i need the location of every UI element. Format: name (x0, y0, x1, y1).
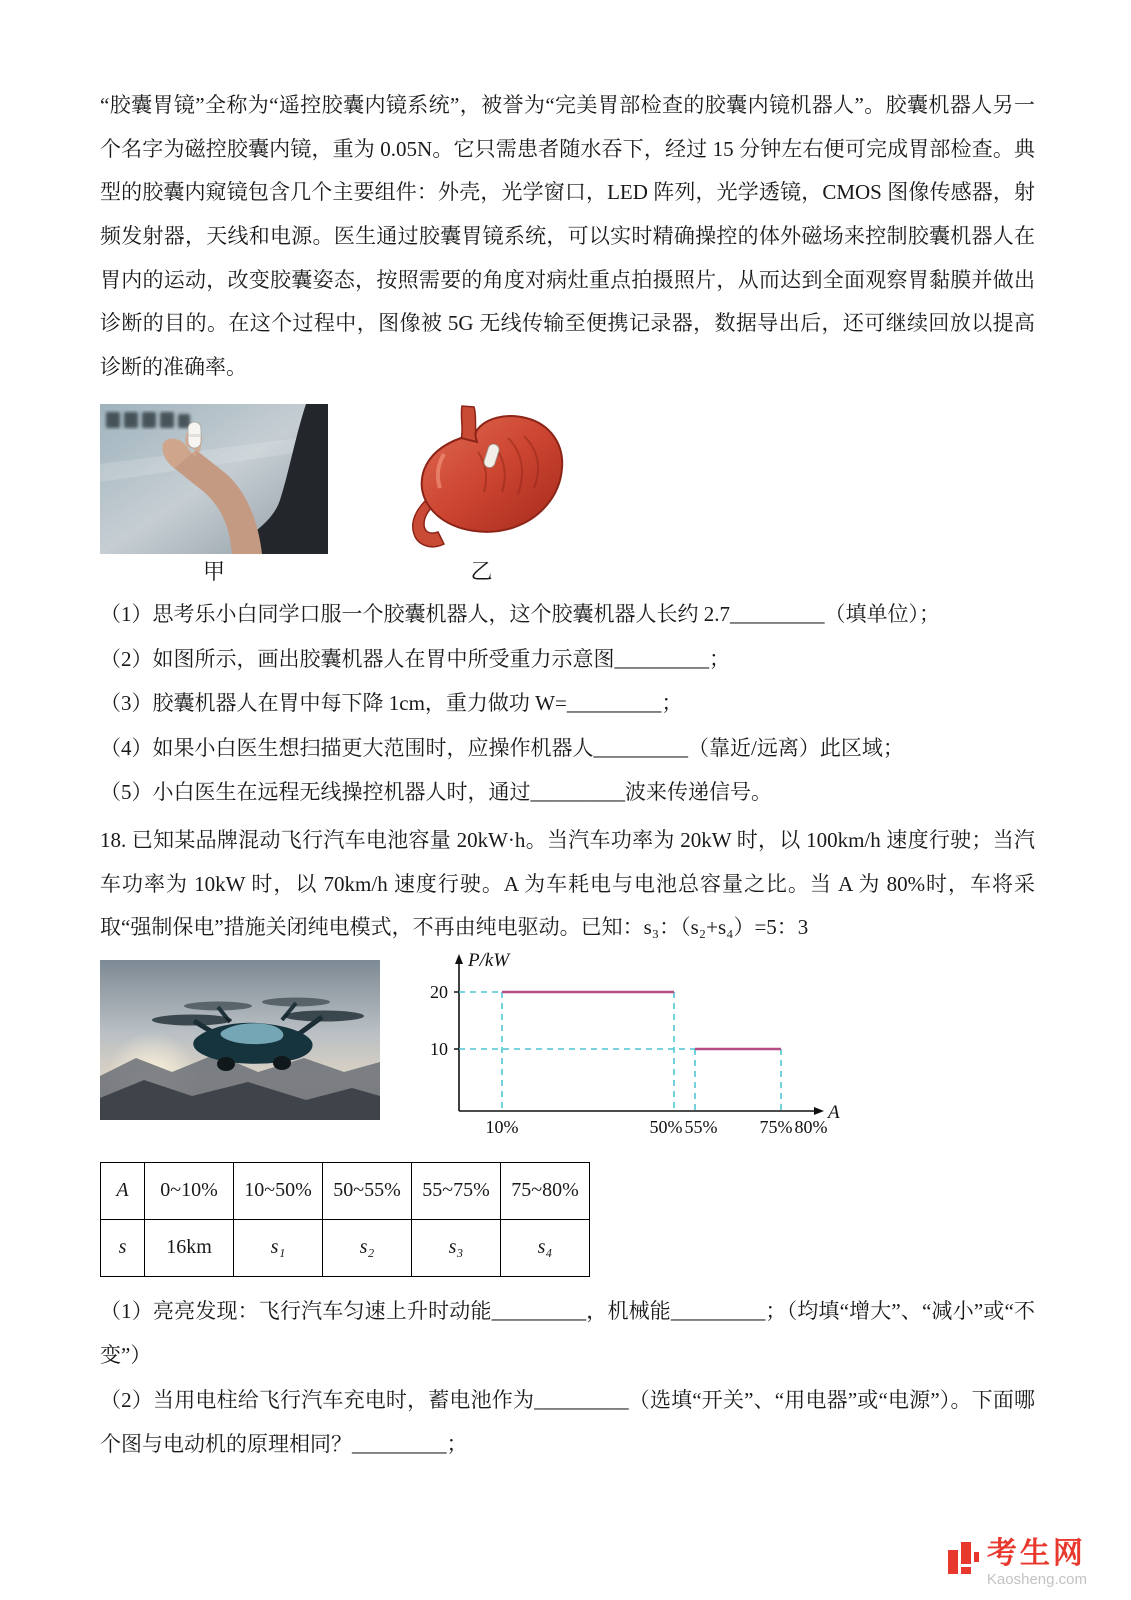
esophagus (461, 406, 477, 442)
site-watermark (946, 1537, 1087, 1588)
x-tick-55pct: 55% (684, 1116, 718, 1137)
y-tick-10: 10 (430, 1038, 448, 1059)
figure-row-capsule (100, 404, 1035, 587)
y-axis-arrow (455, 954, 463, 964)
table-cell: 75~80% (501, 1162, 590, 1219)
figure-label-jia: 甲 (202, 558, 225, 584)
figure-row-flying-car (100, 949, 1035, 1146)
stomach-image (374, 404, 589, 554)
question-17-sub-3: （3）胶囊机器人在胃中每下降 1cm，重力做功 W=_________； (100, 691, 683, 716)
wheel-right (273, 1056, 291, 1070)
table-row-header (101, 1162, 590, 1219)
figure-label-yi: 乙 (470, 558, 493, 584)
table-cell: 50~55% (323, 1162, 412, 1219)
power-segments (502, 992, 781, 1049)
guide-lines (459, 992, 781, 1111)
stomach-body (422, 416, 563, 532)
y-tick-20: 20 (430, 981, 448, 1002)
question-17-sub-1: （1）思考乐小白同学口服一个胶囊机器人，这个胶囊机器人长约 2.7_________（填单位）； (100, 602, 940, 627)
rotor-front-right (284, 1010, 364, 1021)
table-cell: s₄ (501, 1219, 590, 1276)
table-cell: 55~75% (412, 1162, 501, 1219)
kaosheng-logo-icon (946, 1540, 980, 1578)
x-tick-50pct: 50% (649, 1116, 683, 1137)
figure-stomach-block (374, 404, 589, 587)
wheel-left (217, 1057, 235, 1071)
rotor-front-left (152, 1014, 232, 1025)
y-axis-label: P/kW (468, 949, 510, 971)
question-18-sub-1: （1）亮亮发现：飞行汽车匀速上升时动能_________，机械能_________；（均填“增大”、“减小”或“不变”） (100, 1298, 1035, 1368)
x-axis-arrow (814, 1107, 824, 1115)
table-cell: s (101, 1219, 145, 1276)
question-18-stem: 18. 已知某品牌混动飞行汽车电池容量 20kW·h。当汽车功率为 20kW 时，以 100km/h 速度行驶；当汽车功率为 10kW 时，以 70km/h 速度行驶。A 为车耗电与电池总容量之比。当 A 为 80%时，车将采取“强制保电”措施关闭纯电模式，不再由纯电驱动。已知：s₃：（s₂+s₄）=5：3 (100, 827, 1035, 940)
table-cell: s₁ (234, 1219, 323, 1276)
question-17-sub-2: （2）如图所示，画出胶囊机器人在胃中所受重力示意图_________； (100, 646, 730, 671)
distance-table (100, 1162, 590, 1277)
intro-paragraph: “胶囊胃镜”全称为“遥控胶囊内镜系统”，被誉为“完美胃部检查的胶囊内镜机器人”。胶囊机器人另一个名字为磁控胶囊内镜，重为 0.05N。它只需患者随水吞下，经过 15 分钟左右便可完成胃部检查。典型的胶囊内窥镜包含几个主要组件：外壳，光学窗口，LED 阵列，光学透镜，CMOS 图像传感器，射频发射器，天线和电源。医生通过胶囊胃镜系统，可以实时精确操控的体外磁场来控制胶囊机器人在胃内的运动，改变胶囊姿态，按照需要的角度对病灶重点拍摄照片，从而达到全面观察胃黏膜并做出诊断的目的。在这个过程中，图像被 5G 无线传输至便携记录器，数据导出后，还可继续回放以提高诊断的准确率。 (100, 93, 1035, 380)
table-cell: s₃ (412, 1219, 501, 1276)
x-tick-75pct: 75% (759, 1116, 793, 1137)
flying-car-image (100, 960, 380, 1120)
table-row-distance (101, 1219, 590, 1276)
power-vs-A-chart (414, 946, 844, 1141)
chart-block (414, 946, 844, 1146)
watermark-site-domain: Kaosheng.com (986, 1571, 1087, 1588)
watermark-site-name: 考生网 (986, 1537, 1086, 1570)
table-cell: A (101, 1162, 145, 1219)
question-17-sub-4: （4）如果小白医生想扫描更大范围时，应操作机器人_________（靠近/远离）此区域； (100, 735, 904, 760)
x-tick-80pct: 80% (794, 1116, 828, 1137)
x-tick-10pct: 10% (485, 1116, 519, 1137)
watermark-texts (987, 1537, 1087, 1588)
question-18-sub-2: （2）当用电柱给飞行汽车充电时，蓄电池作为_________（选填“开关”、“用电器”或“电源”）。下面哪个图与电动机的原理相同？_________； (100, 1387, 1035, 1457)
capsule-photo-image (100, 404, 328, 554)
x-axis-label: A (828, 1101, 840, 1123)
table-cell: 0~10% (145, 1162, 234, 1219)
table-cell: s₂ (323, 1219, 412, 1276)
table-cell: 10~50% (234, 1162, 323, 1219)
capsule-band (188, 434, 201, 437)
question-17-sub-5: （5）小白医生在远程无线操控机器人时，通过_________波来传递信号。 (100, 780, 772, 805)
table-cell: 16km (145, 1219, 234, 1276)
figure-capsule-photo-block (100, 404, 328, 587)
